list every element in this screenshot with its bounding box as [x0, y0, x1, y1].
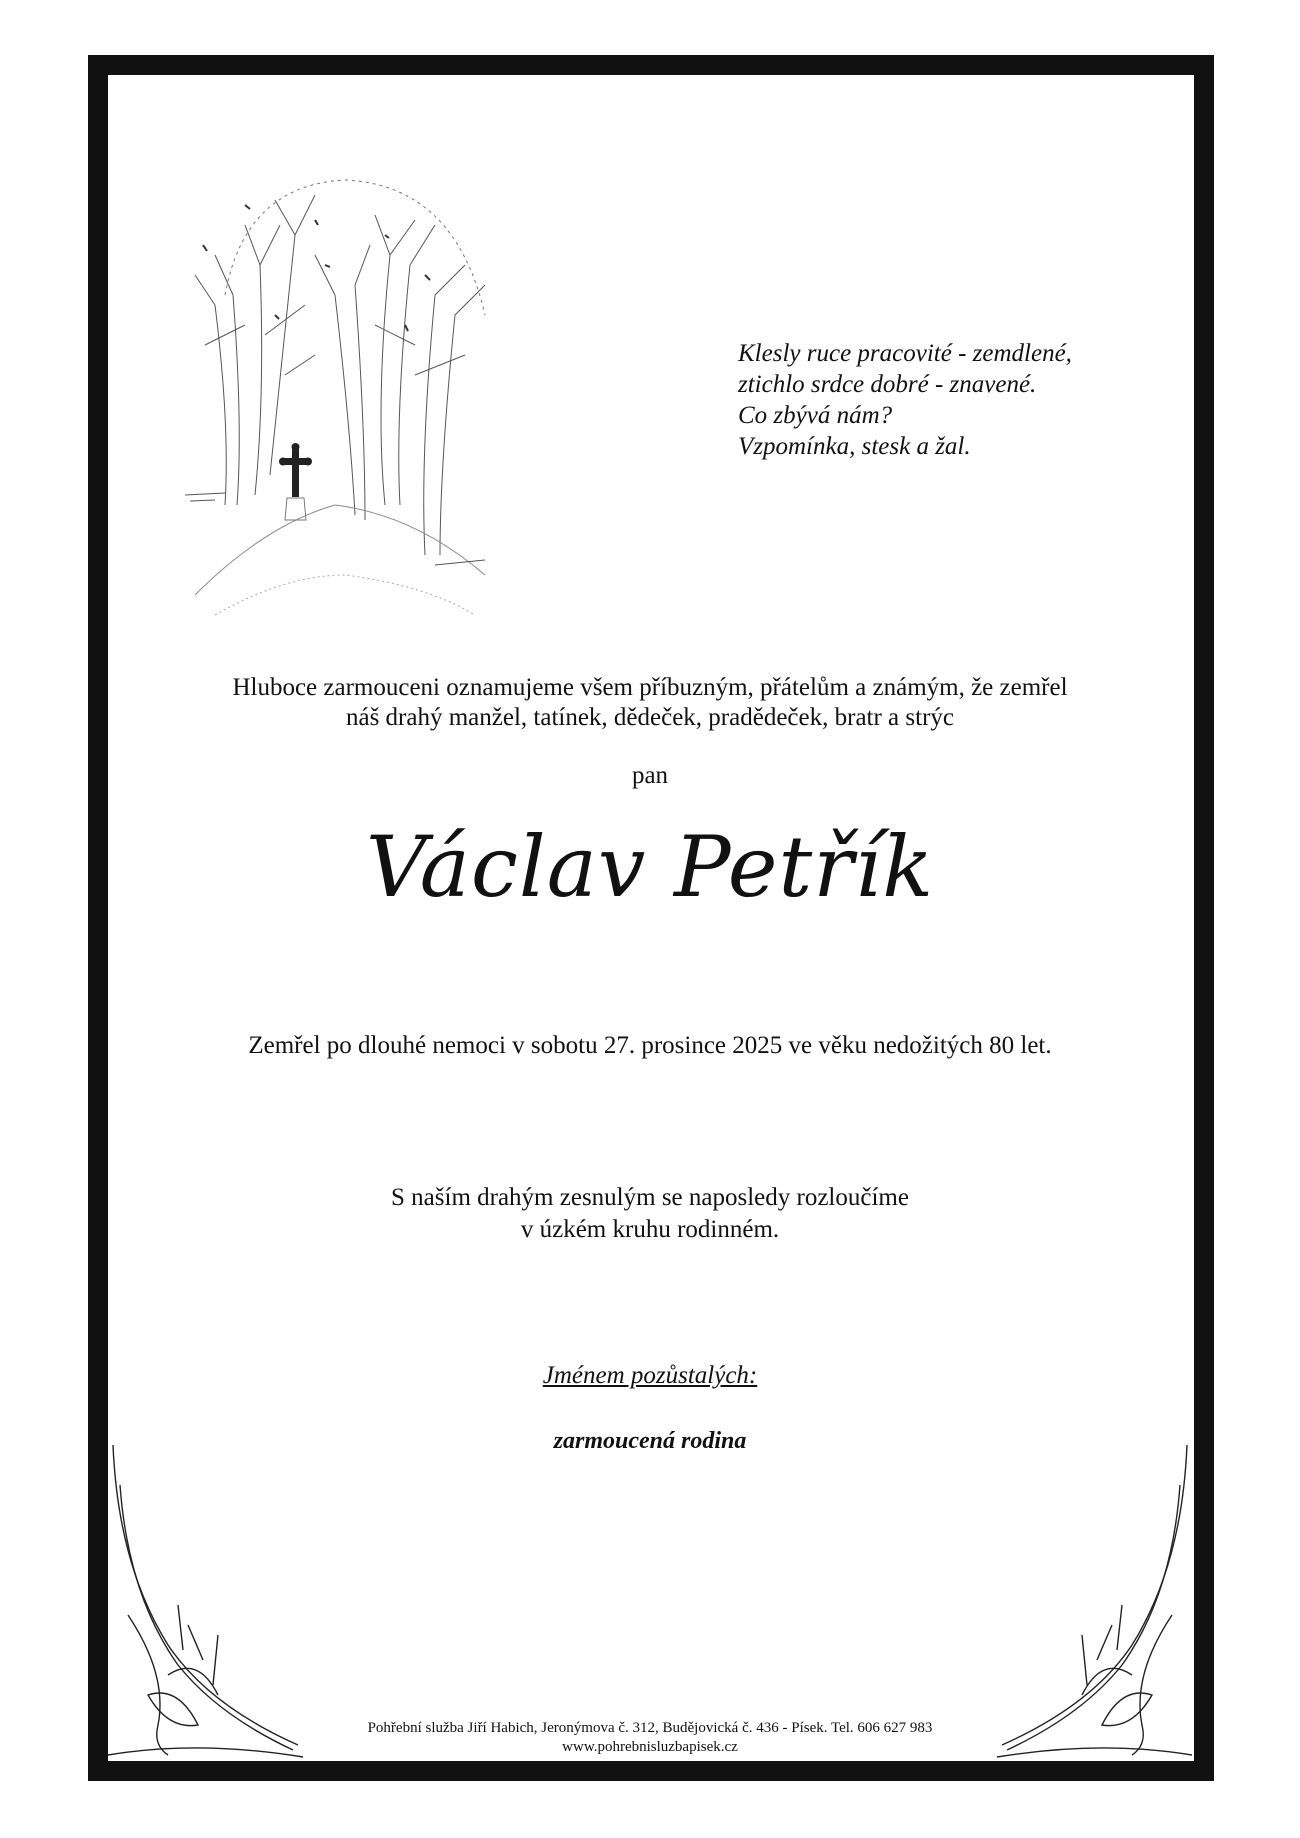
- footer-website: www.pohrebnisluzbapisek.cz: [562, 1739, 738, 1755]
- poem-line: Klesly ruce pracovité - zemdlené,: [738, 340, 1072, 367]
- corner-flourish-right: [992, 1445, 1192, 1765]
- deceased-name: Václav Petřík: [365, 818, 935, 916]
- farewell-notice: [150, 1182, 1150, 1246]
- poem-line: ztichlo srdce dobré - znavené.: [738, 371, 1037, 398]
- funeral-service-footer: [250, 1719, 1050, 1757]
- farewell-line: S naším drahým zesnulým se naposledy rozloučíme: [391, 1184, 909, 1211]
- cross-icon: [279, 443, 312, 497]
- poem-line: Co zbývá nám?: [738, 402, 893, 429]
- announcement-line: náš drahý manžel, tatínek, dědeček, pradědeček, bratr a strýc: [345, 704, 955, 731]
- announcement: [150, 673, 1150, 733]
- trees-cross-illustration: [185, 175, 505, 635]
- signature: zarmoucená rodina: [553, 1428, 747, 1454]
- memorial-poem: [738, 338, 1072, 462]
- corner-flourish-left: [108, 1445, 308, 1765]
- title-word: pan: [631, 762, 669, 789]
- on-behalf-label: Jménem pozůstalých:: [542, 1362, 758, 1389]
- death-notice: Zemřel po dlouhé nemoci v sobotu 27. prosince 2025 ve věku nedožitých 80 let.: [248, 1032, 1052, 1059]
- footer-contact: Pohřební služba Jiří Habich, Jeronýmova č. 312, Budějovická č. 436 - Písek. Tel. 606 627 983: [367, 1720, 933, 1736]
- farewell-line: v úzkém kruhu rodinném.: [520, 1216, 780, 1243]
- announcement-line: Hluboce zarmouceni oznamujeme všem příbuzným, přátelům a známým, že zemřel: [232, 674, 1068, 701]
- poem-line: Vzpomínka, stesk a žal.: [738, 433, 971, 460]
